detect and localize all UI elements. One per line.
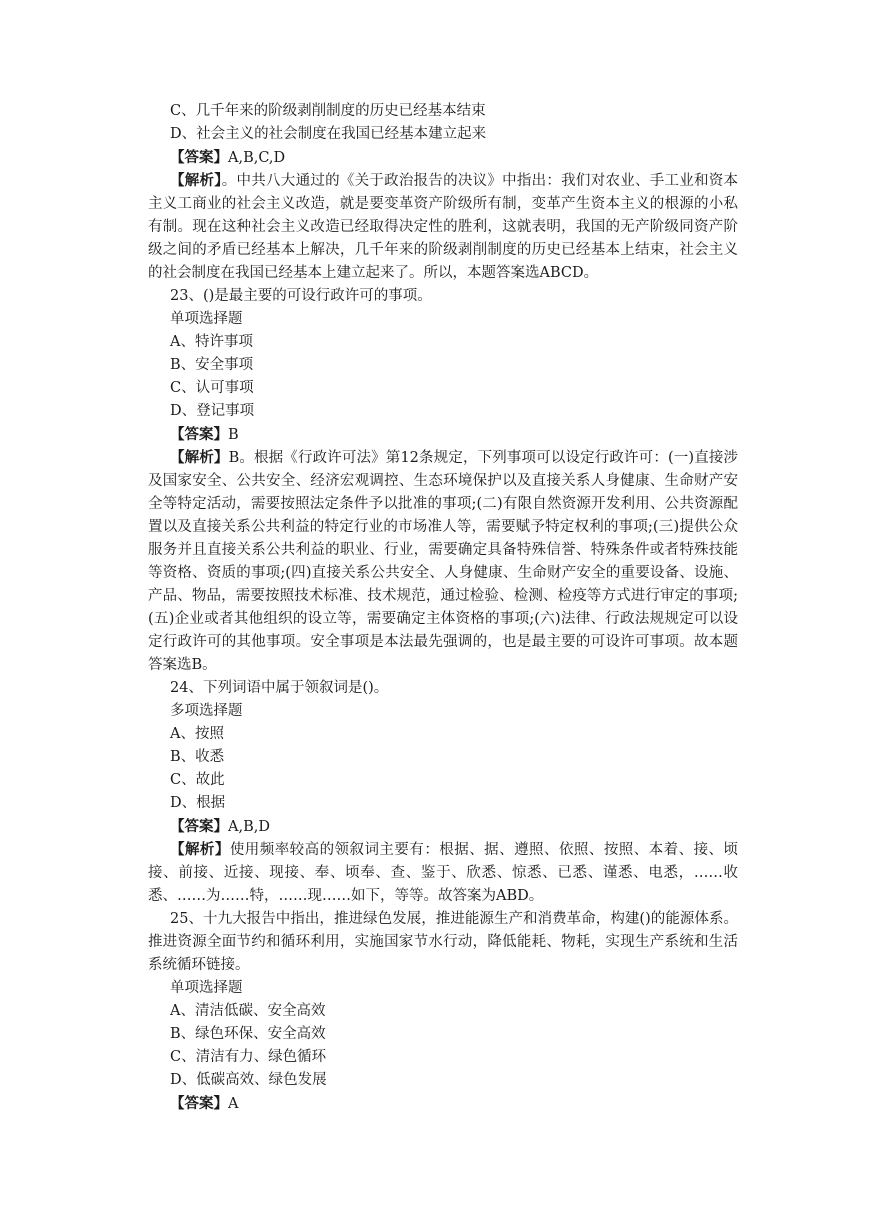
q23-option-d: D、登记事项 bbox=[170, 403, 255, 419]
q25-option-a: A、清洁低碳、安全高效 bbox=[170, 1003, 326, 1019]
q25-type: 单项选择题 bbox=[170, 980, 243, 996]
analysis-text: 。中共八大通过的《关于政治报告的决议》中指出：我们对农业、手工业和资本主义工商业的社会主义改造，就是要变革资产阶级所有制，变革产生资本主义的根源的小私有制。现在这种社会主义改造已经取得决定性的胜利，这就表明，我国的无产阶级同资产阶级之间的矛盾已经基本上解决，几千年来的阶级剥削制度的历史已经基本上结束，社会主义的社会制度在我国已经基本上建立起来了。所以，本题答案选ABCD。 bbox=[148, 173, 739, 281]
analysis-tag: 【解析】 bbox=[170, 841, 230, 858]
q25-stem: 25、十九大报告中指出，推进绿色发展，推进能源生产和消费革命，构建()的能源体系。推进资源全面节约和循环利用，实施国家节水行动，降低能耗、物耗，实现生产系统和生活系统循环链接。 bbox=[148, 911, 738, 973]
q24-option-d: D、根据 bbox=[170, 795, 226, 811]
answer-tag: 【答案】 bbox=[170, 1095, 228, 1112]
q25-option-c: C、清洁有力、绿色循环 bbox=[170, 1049, 327, 1065]
q25-stem-block bbox=[148, 908, 738, 977]
q25-option-d: D、低碳高效、绿色发展 bbox=[170, 1072, 327, 1088]
answer-value: B bbox=[228, 427, 239, 443]
answer-value: A,B,C,D bbox=[228, 150, 286, 166]
q23-analysis bbox=[148, 446, 738, 677]
q22-answer bbox=[148, 146, 738, 169]
analysis-tag: 【解析】 bbox=[170, 449, 229, 466]
analysis-text: 使用频率较高的领叙词主要有：根据、据、遵照、依照、按照、本着、接、顷接、前接、近接、现接、奉、顷奉、查、鉴于、欣悉、惊悉、已悉、谨悉、电悉，……收悉、……为……特，……现……如下，等等。故答案为ABD。 bbox=[148, 842, 739, 904]
q22-option-d: D、社会主义的社会制度在我国已经基本建立起来 bbox=[170, 126, 487, 142]
q24-answer bbox=[148, 815, 738, 838]
document-body bbox=[148, 100, 738, 1115]
answer-tag: 【答案】 bbox=[170, 426, 228, 443]
q24-analysis bbox=[148, 838, 738, 908]
analysis-text: B。根据《行政许可法》第12条规定，下列事项可以设定行政许可：(一)直接涉及国家安全、公共安全、经济宏观调控、生态环境保护以及直接关系人身健康、生命财产安全等特定活动，需要按照法定条件予以批准的事项;(二)有限自然资源开发利用、公共资源配置以及直接关系公共利益的特定行业的市场准人等，需要赋予特定权利的事项;(三)提供公众服务并且直接关系公共利益的职业、行业，需要确定具备特殊信誉、特殊条件或者特殊技能等资格、资质的事项;(四)直接关系公共安全、人身健康、生命财产安全的重要设备、设施、产品、物品，需要按照技术标准、技术规范，通过检验、检测、检疫等方式进行审定的事项;(五)企业或者其他组织的设立等，需要确定主体资格的事项;(六)法律、行政法规规定可以设定行政许可的其他事项。安全事项是本法最先强调的，也是最主要的可设许可事项。故本题答案选B。 bbox=[148, 450, 739, 673]
answer-value: A bbox=[228, 1096, 239, 1112]
q24-stem: 24、下列词语中属于领叙词是()。 bbox=[170, 680, 389, 696]
q24-option-b: B、收悉 bbox=[170, 749, 225, 765]
q24-type: 多项选择题 bbox=[170, 703, 243, 719]
q22-analysis bbox=[148, 169, 738, 285]
q25-option-b: B、绿色环保、安全高效 bbox=[170, 1026, 326, 1042]
q25-answer bbox=[148, 1092, 738, 1115]
q24-option-c: C、故此 bbox=[170, 772, 225, 788]
analysis-tag: 【解析】 bbox=[170, 172, 222, 189]
q23-type: 单项选择题 bbox=[170, 311, 243, 327]
answer-value: A,B,D bbox=[228, 819, 270, 835]
answer-tag: 【答案】 bbox=[170, 818, 228, 835]
q23-option-c: C、认可事项 bbox=[170, 380, 254, 396]
q24-option-a: A、按照 bbox=[170, 726, 224, 742]
q23-option-b: B、安全事项 bbox=[170, 357, 254, 373]
answer-tag: 【答案】 bbox=[170, 149, 228, 166]
q22-option-c: C、几千年来的阶级剥削制度的历史已经基本结束 bbox=[170, 103, 486, 119]
q23-option-a: A、特许事项 bbox=[170, 334, 253, 350]
q23-stem: 23、()是最主要的可设行政许可的事项。 bbox=[170, 288, 432, 304]
q23-answer bbox=[148, 423, 738, 446]
